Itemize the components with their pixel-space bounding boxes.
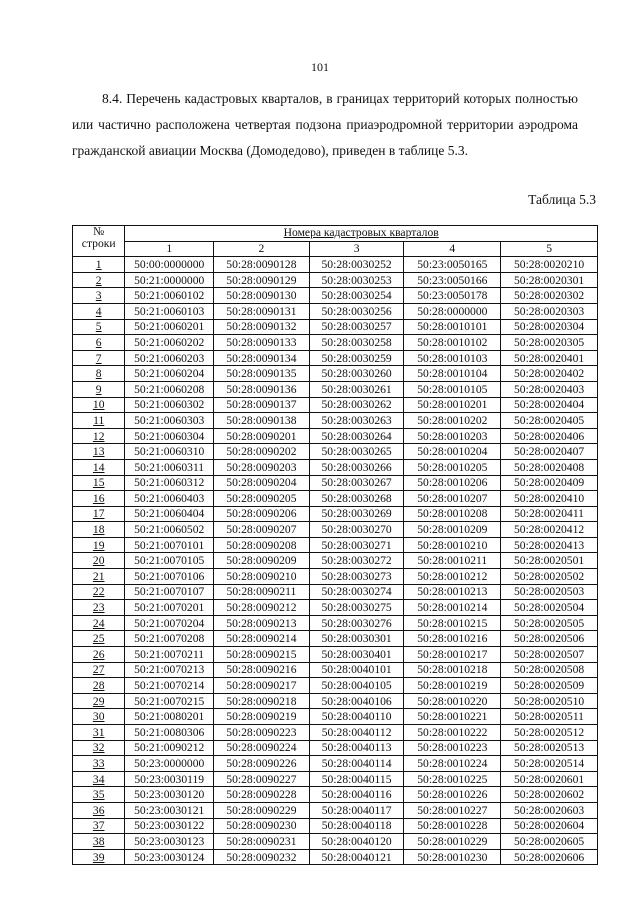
cadastral-number-cell: 50:28:0020402 (501, 366, 598, 382)
cadastral-number-cell: 50:28:0090214 (214, 631, 310, 647)
cadastral-number-cell: 50:23:0030121 (125, 802, 214, 818)
cadastral-number-cell: 50:21:0070208 (125, 631, 214, 647)
cadastral-number-cell: 50:28:0020602 (501, 787, 598, 803)
table-row (73, 834, 598, 850)
cadastral-number-cell: 50:28:0090219 (214, 709, 310, 725)
cadastral-number-cell: 50:28:0030258 (309, 335, 404, 351)
table-row (73, 802, 598, 818)
table-row (73, 771, 598, 787)
cadastral-number-cell: 50:23:0030120 (125, 787, 214, 803)
cadastral-number-cell: 50:23:0050165 (404, 257, 501, 273)
table-row (73, 740, 598, 756)
cadastral-number-cell: 50:28:0040115 (309, 771, 404, 787)
cadastral-number-cell: 50:28:0010229 (404, 834, 501, 850)
cadastral-number-cell: 50:28:0010221 (404, 709, 501, 725)
cadastral-number-cell: 50:28:0010223 (404, 740, 501, 756)
row-number-cell: 12 (73, 428, 125, 444)
table-row (73, 849, 598, 865)
cadastral-number-cell: 50:28:0090134 (214, 350, 310, 366)
row-number-cell: 13 (73, 444, 125, 460)
cadastral-number-cell: 50:28:0010104 (404, 366, 501, 382)
cadastral-number-cell: 50:28:0020604 (501, 818, 598, 834)
table-row (73, 631, 598, 647)
cadastral-number-cell: 50:23:0050178 (404, 288, 501, 304)
cadastral-number-cell: 50:28:0020601 (501, 771, 598, 787)
cadastral-number-cell: 50:28:0090216 (214, 662, 310, 678)
cadastral-number-cell: 50:28:0090204 (214, 475, 310, 491)
cadastral-number-cell: 50:28:0010222 (404, 725, 501, 741)
cadastral-number-cell: 50:21:0070101 (125, 537, 214, 553)
row-number-cell: 24 (73, 615, 125, 631)
cadastral-number-cell: 50:28:0010225 (404, 771, 501, 787)
row-number-cell: 4 (73, 303, 125, 319)
row-number-cell: 7 (73, 350, 125, 366)
cadastral-number-cell: 50:28:0090131 (214, 303, 310, 319)
cadastral-number-cell: 50:28:0020405 (501, 413, 598, 429)
cadastral-number-cell: 50:28:0030260 (309, 366, 404, 382)
cadastral-number-cell: 50:21:0060102 (125, 288, 214, 304)
row-number-header-line1: № (93, 225, 105, 238)
cadastral-number-cell: 50:21:0070211 (125, 647, 214, 663)
cadastral-number-cell: 50:28:0090136 (214, 381, 310, 397)
cadastral-number-cell: 50:28:0010205 (404, 459, 501, 475)
row-number-cell: 16 (73, 491, 125, 507)
row-number-cell: 32 (73, 740, 125, 756)
cadastral-number-cell: 50:28:0010228 (404, 818, 501, 834)
cadastral-number-cell: 50:28:0030269 (309, 506, 404, 522)
table-row (73, 787, 598, 803)
cadastral-number-cell: 50:28:0010230 (404, 849, 501, 865)
cadastral-number-cell: 50:28:0090230 (214, 818, 310, 834)
cadastral-number-cell: 50:28:0090228 (214, 787, 310, 803)
cadastral-number-cell: 50:21:0070201 (125, 600, 214, 616)
cadastral-number-cell: 50:28:0010101 (404, 319, 501, 335)
column-number: 4 (404, 241, 501, 257)
table-row (73, 584, 598, 600)
row-number-header-line2: строки (81, 237, 116, 250)
cadastral-number-cell: 50:28:0010210 (404, 537, 501, 553)
table-row (73, 662, 598, 678)
cadastral-number-cell: 50:21:0000000 (125, 272, 214, 288)
cadastral-number-cell: 50:28:0010209 (404, 522, 501, 538)
cadastral-number-cell: 50:28:0030252 (309, 257, 404, 273)
cadastral-number-cell: 50:28:0010214 (404, 600, 501, 616)
cadastral-number-cell: 50:28:0010207 (404, 491, 501, 507)
cadastral-number-cell: 50:28:0020502 (501, 569, 598, 585)
cadastral-number-cell: 50:28:0090213 (214, 615, 310, 631)
cadastral-number-cell: 50:28:0090135 (214, 366, 310, 382)
cadastral-number-cell: 50:28:0010105 (404, 381, 501, 397)
cadastral-number-cell: 50:28:0090211 (214, 584, 310, 600)
row-number-cell: 31 (73, 725, 125, 741)
cadastral-number-cell: 50:28:0040112 (309, 725, 404, 741)
cadastral-number-cell: 50:28:0010220 (404, 693, 501, 709)
column-number: 1 (125, 241, 214, 257)
table-row (73, 428, 598, 444)
cadastral-number-cell: 50:28:0030265 (309, 444, 404, 460)
row-number-cell: 1 (73, 257, 125, 273)
cadastral-number-cell: 50:28:0090212 (214, 600, 310, 616)
row-number-cell: 8 (73, 366, 125, 382)
cadastral-number-cell: 50:28:0090128 (214, 257, 310, 273)
cadastral-number-cell: 50:21:0060403 (125, 491, 214, 507)
cadastral-number-cell: 50:28:0040117 (309, 802, 404, 818)
cadastral-number-cell: 50:21:0060204 (125, 366, 214, 382)
group-header: Номера кадастровых кварталов (125, 226, 598, 242)
table-row (73, 366, 598, 382)
cadastral-number-cell: 50:28:0010212 (404, 569, 501, 585)
row-number-cell: 21 (73, 569, 125, 585)
cadastral-number-cell: 50:28:0030272 (309, 553, 404, 569)
table-row (73, 475, 598, 491)
cadastral-number-cell: 50:28:0020508 (501, 662, 598, 678)
row-number-cell: 11 (73, 413, 125, 429)
page-number: 101 (311, 60, 329, 74)
cadastral-number-cell: 50:28:0090232 (214, 849, 310, 865)
cadastral-number-cell: 50:21:0090212 (125, 740, 214, 756)
table-row (73, 303, 598, 319)
row-number-cell: 3 (73, 288, 125, 304)
cadastral-number-cell: 50:28:0040106 (309, 693, 404, 709)
row-number-cell: 38 (73, 834, 125, 850)
row-number-cell: 29 (73, 693, 125, 709)
cadastral-number-cell: 50:28:0030254 (309, 288, 404, 304)
row-number-cell: 9 (73, 381, 125, 397)
cadastral-number-cell: 50:21:0070107 (125, 584, 214, 600)
cadastral-number-cell: 50:28:0090231 (214, 834, 310, 850)
cadastral-number-cell: 50:28:0090223 (214, 725, 310, 741)
table-row (73, 569, 598, 585)
cadastral-number-cell: 50:28:0010211 (404, 553, 501, 569)
cadastral-number-cell: 50:21:0080306 (125, 725, 214, 741)
cadastral-number-cell: 50:28:0010217 (404, 647, 501, 663)
cadastral-number-cell: 50:28:0020603 (501, 802, 598, 818)
cadastral-number-cell: 50:28:0030261 (309, 381, 404, 397)
row-number-cell: 23 (73, 600, 125, 616)
cadastral-number-cell: 50:28:0090206 (214, 506, 310, 522)
cadastral-number-cell: 50:28:0040101 (309, 662, 404, 678)
table-row (73, 413, 598, 429)
column-number-row (73, 241, 598, 257)
cadastral-number-cell: 50:28:0090208 (214, 537, 310, 553)
table-row (73, 335, 598, 351)
cadastral-number-cell: 50:28:0010227 (404, 802, 501, 818)
row-number-cell: 39 (73, 849, 125, 865)
table-row (73, 709, 598, 725)
row-number-cell: 34 (73, 771, 125, 787)
row-number-cell: 18 (73, 522, 125, 538)
cadastral-number-cell: 50:28:0040116 (309, 787, 404, 803)
row-number-cell: 26 (73, 647, 125, 663)
cadastral-number-cell: 50:28:0010203 (404, 428, 501, 444)
cadastral-number-cell: 50:28:0020413 (501, 537, 598, 553)
row-number-cell: 22 (73, 584, 125, 600)
cadastral-number-cell: 50:28:0020301 (501, 272, 598, 288)
cadastral-number-cell: 50:28:0030271 (309, 537, 404, 553)
cadastral-number-cell: 50:28:0040121 (309, 849, 404, 865)
cadastral-number-cell: 50:21:0060310 (125, 444, 214, 460)
cadastral-number-cell: 50:28:0020409 (501, 475, 598, 491)
cadastral-number-cell: 50:21:0060201 (125, 319, 214, 335)
cadastral-number-cell: 50:28:0090226 (214, 756, 310, 772)
cadastral-number-cell: 50:28:0090215 (214, 647, 310, 663)
cadastral-number-cell: 50:21:0060302 (125, 397, 214, 413)
table-row (73, 272, 598, 288)
cadastral-number-cell: 50:28:0020509 (501, 678, 598, 694)
table-row (73, 647, 598, 663)
row-number-cell: 27 (73, 662, 125, 678)
table-row (73, 381, 598, 397)
column-number: 2 (214, 241, 310, 257)
cadastral-number-cell: 50:28:0010216 (404, 631, 501, 647)
cadastral-number-cell: 50:28:0020412 (501, 522, 598, 538)
cadastral-number-cell: 50:28:0030268 (309, 491, 404, 507)
table-row (73, 506, 598, 522)
cadastral-number-cell: 50:28:0030270 (309, 522, 404, 538)
cadastral-number-cell: 50:28:0030267 (309, 475, 404, 491)
cadastral-number-cell: 50:28:0040105 (309, 678, 404, 694)
cadastral-number-cell: 50:21:0070214 (125, 678, 214, 694)
cadastral-number-cell: 50:28:0030276 (309, 615, 404, 631)
table-body (73, 257, 598, 865)
table-row (73, 818, 598, 834)
cadastral-number-cell: 50:28:0090137 (214, 397, 310, 413)
cadastral-number-cell: 50:28:0090129 (214, 272, 310, 288)
cadastral-number-cell: 50:28:0090209 (214, 553, 310, 569)
cadastral-number-cell: 50:28:0030257 (309, 319, 404, 335)
cadastral-number-cell: 50:28:0000000 (404, 303, 501, 319)
cadastral-number-cell: 50:28:0020513 (501, 740, 598, 756)
cadastral-number-cell: 50:21:0060103 (125, 303, 214, 319)
table-row (73, 444, 598, 460)
table-row (73, 615, 598, 631)
cadastral-number-cell: 50:23:0050166 (404, 272, 501, 288)
table-row (73, 553, 598, 569)
cadastral-number-cell: 50:23:0030119 (125, 771, 214, 787)
intro-paragraph-text: 8.4. Перечень кадастровых кварталов, в границах территорий которых полностью или частично расположена четвертая подзона приаэродромной территории аэродрома гражданской авиации Москва (Домодедово), приведен в таблице 5.3. (72, 91, 578, 158)
row-number-cell: 25 (73, 631, 125, 647)
cadastral-number-cell: 50:21:0060303 (125, 413, 214, 429)
cadastral-number-cell: 50:28:0040114 (309, 756, 404, 772)
cadastral-number-cell: 50:28:0030273 (309, 569, 404, 585)
row-number-cell: 30 (73, 709, 125, 725)
cadastral-number-cell: 50:21:0070204 (125, 615, 214, 631)
cadastral-number-cell: 50:28:0010201 (404, 397, 501, 413)
cadastral-number-cell: 50:28:0010206 (404, 475, 501, 491)
row-number-cell: 33 (73, 756, 125, 772)
row-number-cell: 36 (73, 802, 125, 818)
cadastral-number-cell: 50:28:0020401 (501, 350, 598, 366)
row-number-cell: 19 (73, 537, 125, 553)
cadastral-number-cell: 50:00:0000000 (125, 257, 214, 273)
row-number-header (73, 226, 125, 257)
cadastral-number-cell: 50:23:0030123 (125, 834, 214, 850)
table-header-row (73, 226, 598, 242)
cadastral-number-cell: 50:28:0040118 (309, 818, 404, 834)
table-row (73, 397, 598, 413)
row-number-cell: 2 (73, 272, 125, 288)
cadastral-number-cell: 50:28:0090132 (214, 319, 310, 335)
cadastral-number-cell: 50:28:0090224 (214, 740, 310, 756)
row-number-cell: 28 (73, 678, 125, 694)
cadastral-number-cell: 50:28:0020403 (501, 381, 598, 397)
cadastral-number-cell: 50:28:0010219 (404, 678, 501, 694)
cadastral-number-cell: 50:28:0090210 (214, 569, 310, 585)
cadastral-quarters-table (72, 225, 598, 865)
cadastral-number-cell: 50:21:0060502 (125, 522, 214, 538)
cadastral-number-cell: 50:21:0070213 (125, 662, 214, 678)
table-row (73, 459, 598, 475)
cadastral-number-cell: 50:28:0010224 (404, 756, 501, 772)
cadastral-number-cell: 50:28:0020512 (501, 725, 598, 741)
cadastral-number-cell: 50:28:0040120 (309, 834, 404, 850)
cadastral-number-cell: 50:28:0030301 (309, 631, 404, 647)
table-row (73, 678, 598, 694)
cadastral-number-cell: 50:28:0020503 (501, 584, 598, 600)
row-number-cell: 37 (73, 818, 125, 834)
table-row (73, 725, 598, 741)
cadastral-number-cell: 50:28:0020506 (501, 631, 598, 647)
cadastral-number-cell: 50:28:0020504 (501, 600, 598, 616)
cadastral-number-cell: 50:28:0010226 (404, 787, 501, 803)
cadastral-number-cell: 50:28:0010204 (404, 444, 501, 460)
cadastral-number-cell: 50:28:0090138 (214, 413, 310, 429)
cadastral-number-cell: 50:28:0030262 (309, 397, 404, 413)
cadastral-number-cell: 50:28:0020404 (501, 397, 598, 413)
table-row (73, 491, 598, 507)
cadastral-number-cell: 50:28:0090201 (214, 428, 310, 444)
cadastral-number-cell: 50:28:0010202 (404, 413, 501, 429)
row-number-cell: 17 (73, 506, 125, 522)
cadastral-number-cell: 50:23:0000000 (125, 756, 214, 772)
cadastral-number-cell: 50:28:0020411 (501, 506, 598, 522)
cadastral-number-cell: 50:21:0070106 (125, 569, 214, 585)
table-row (73, 288, 598, 304)
column-number: 5 (501, 241, 598, 257)
cadastral-number-cell: 50:28:0010215 (404, 615, 501, 631)
cadastral-number-cell: 50:21:0070215 (125, 693, 214, 709)
cadastral-number-cell: 50:28:0010208 (404, 506, 501, 522)
cadastral-number-cell: 50:28:0090218 (214, 693, 310, 709)
cadastral-number-cell: 50:28:0040110 (309, 709, 404, 725)
table-row (73, 522, 598, 538)
cadastral-number-cell: 50:28:0090207 (214, 522, 310, 538)
cadastral-number-cell: 50:28:0010218 (404, 662, 501, 678)
cadastral-number-cell: 50:28:0010103 (404, 350, 501, 366)
cadastral-number-cell: 50:28:0020505 (501, 615, 598, 631)
row-number-cell: 6 (73, 335, 125, 351)
cadastral-number-cell: 50:28:0010213 (404, 584, 501, 600)
cadastral-number-cell: 50:23:0030122 (125, 818, 214, 834)
cadastral-number-cell: 50:28:0030263 (309, 413, 404, 429)
column-number: 3 (309, 241, 404, 257)
cadastral-number-cell: 50:21:0060304 (125, 428, 214, 444)
cadastral-number-cell: 50:28:0090217 (214, 678, 310, 694)
cadastral-number-cell: 50:28:0090205 (214, 491, 310, 507)
cadastral-number-cell: 50:28:0020410 (501, 491, 598, 507)
cadastral-number-cell: 50:28:0020507 (501, 647, 598, 663)
cadastral-number-cell: 50:28:0090229 (214, 802, 310, 818)
cadastral-number-cell: 50:28:0020304 (501, 319, 598, 335)
cadastral-number-cell: 50:28:0020305 (501, 335, 598, 351)
cadastral-number-cell: 50:21:0060202 (125, 335, 214, 351)
cadastral-number-cell: 50:28:0030253 (309, 272, 404, 288)
cadastral-number-cell: 50:28:0030256 (309, 303, 404, 319)
cadastral-number-cell: 50:21:0060404 (125, 506, 214, 522)
cadastral-number-cell: 50:28:0030274 (309, 584, 404, 600)
cadastral-number-cell: 50:28:0020510 (501, 693, 598, 709)
cadastral-number-cell: 50:28:0090130 (214, 288, 310, 304)
cadastral-number-cell: 50:28:0090133 (214, 335, 310, 351)
cadastral-number-cell: 50:28:0030266 (309, 459, 404, 475)
cadastral-number-cell: 50:21:0060312 (125, 475, 214, 491)
table-row (73, 693, 598, 709)
cadastral-number-cell: 50:28:0040113 (309, 740, 404, 756)
cadastral-number-cell: 50:21:0060311 (125, 459, 214, 475)
table-row (73, 756, 598, 772)
cadastral-number-cell: 50:28:0020605 (501, 834, 598, 850)
cadastral-number-cell: 50:28:0020408 (501, 459, 598, 475)
row-number-cell: 35 (73, 787, 125, 803)
table-row (73, 600, 598, 616)
table-row (73, 319, 598, 335)
cadastral-number-cell: 50:21:0070105 (125, 553, 214, 569)
row-number-cell: 15 (73, 475, 125, 491)
cadastral-number-cell: 50:28:0030259 (309, 350, 404, 366)
table-caption: Таблица 5.3 (528, 192, 596, 207)
cadastral-number-cell: 50:28:0090203 (214, 459, 310, 475)
row-number-cell: 5 (73, 319, 125, 335)
cadastral-number-cell: 50:28:0020406 (501, 428, 598, 444)
cadastral-number-cell: 50:28:0090202 (214, 444, 310, 460)
cadastral-number-cell: 50:28:0020303 (501, 303, 598, 319)
cadastral-number-cell: 50:21:0060203 (125, 350, 214, 366)
cadastral-number-cell: 50:28:0020302 (501, 288, 598, 304)
cadastral-number-cell: 50:28:0020501 (501, 553, 598, 569)
table-row (73, 537, 598, 553)
row-number-cell: 10 (73, 397, 125, 413)
cadastral-number-cell: 50:28:0030264 (309, 428, 404, 444)
cadastral-number-cell: 50:28:0030401 (309, 647, 404, 663)
cadastral-number-cell: 50:28:0020407 (501, 444, 598, 460)
cadastral-number-cell: 50:28:0030275 (309, 600, 404, 616)
cadastral-number-cell: 50:23:0030124 (125, 849, 214, 865)
cadastral-number-cell: 50:28:0020606 (501, 849, 598, 865)
cadastral-number-cell: 50:21:0080201 (125, 709, 214, 725)
table-row (73, 350, 598, 366)
row-number-cell: 20 (73, 553, 125, 569)
intro-paragraph (72, 86, 578, 164)
row-number-cell: 14 (73, 459, 125, 475)
cadastral-number-cell: 50:28:0020210 (501, 257, 598, 273)
cadastral-number-cell: 50:28:0020511 (501, 709, 598, 725)
table-row (73, 257, 598, 273)
cadastral-number-cell: 50:28:0090227 (214, 771, 310, 787)
cadastral-number-cell: 50:28:0020514 (501, 756, 598, 772)
cadastral-number-cell: 50:21:0060208 (125, 381, 214, 397)
cadastral-number-cell: 50:28:0010102 (404, 335, 501, 351)
